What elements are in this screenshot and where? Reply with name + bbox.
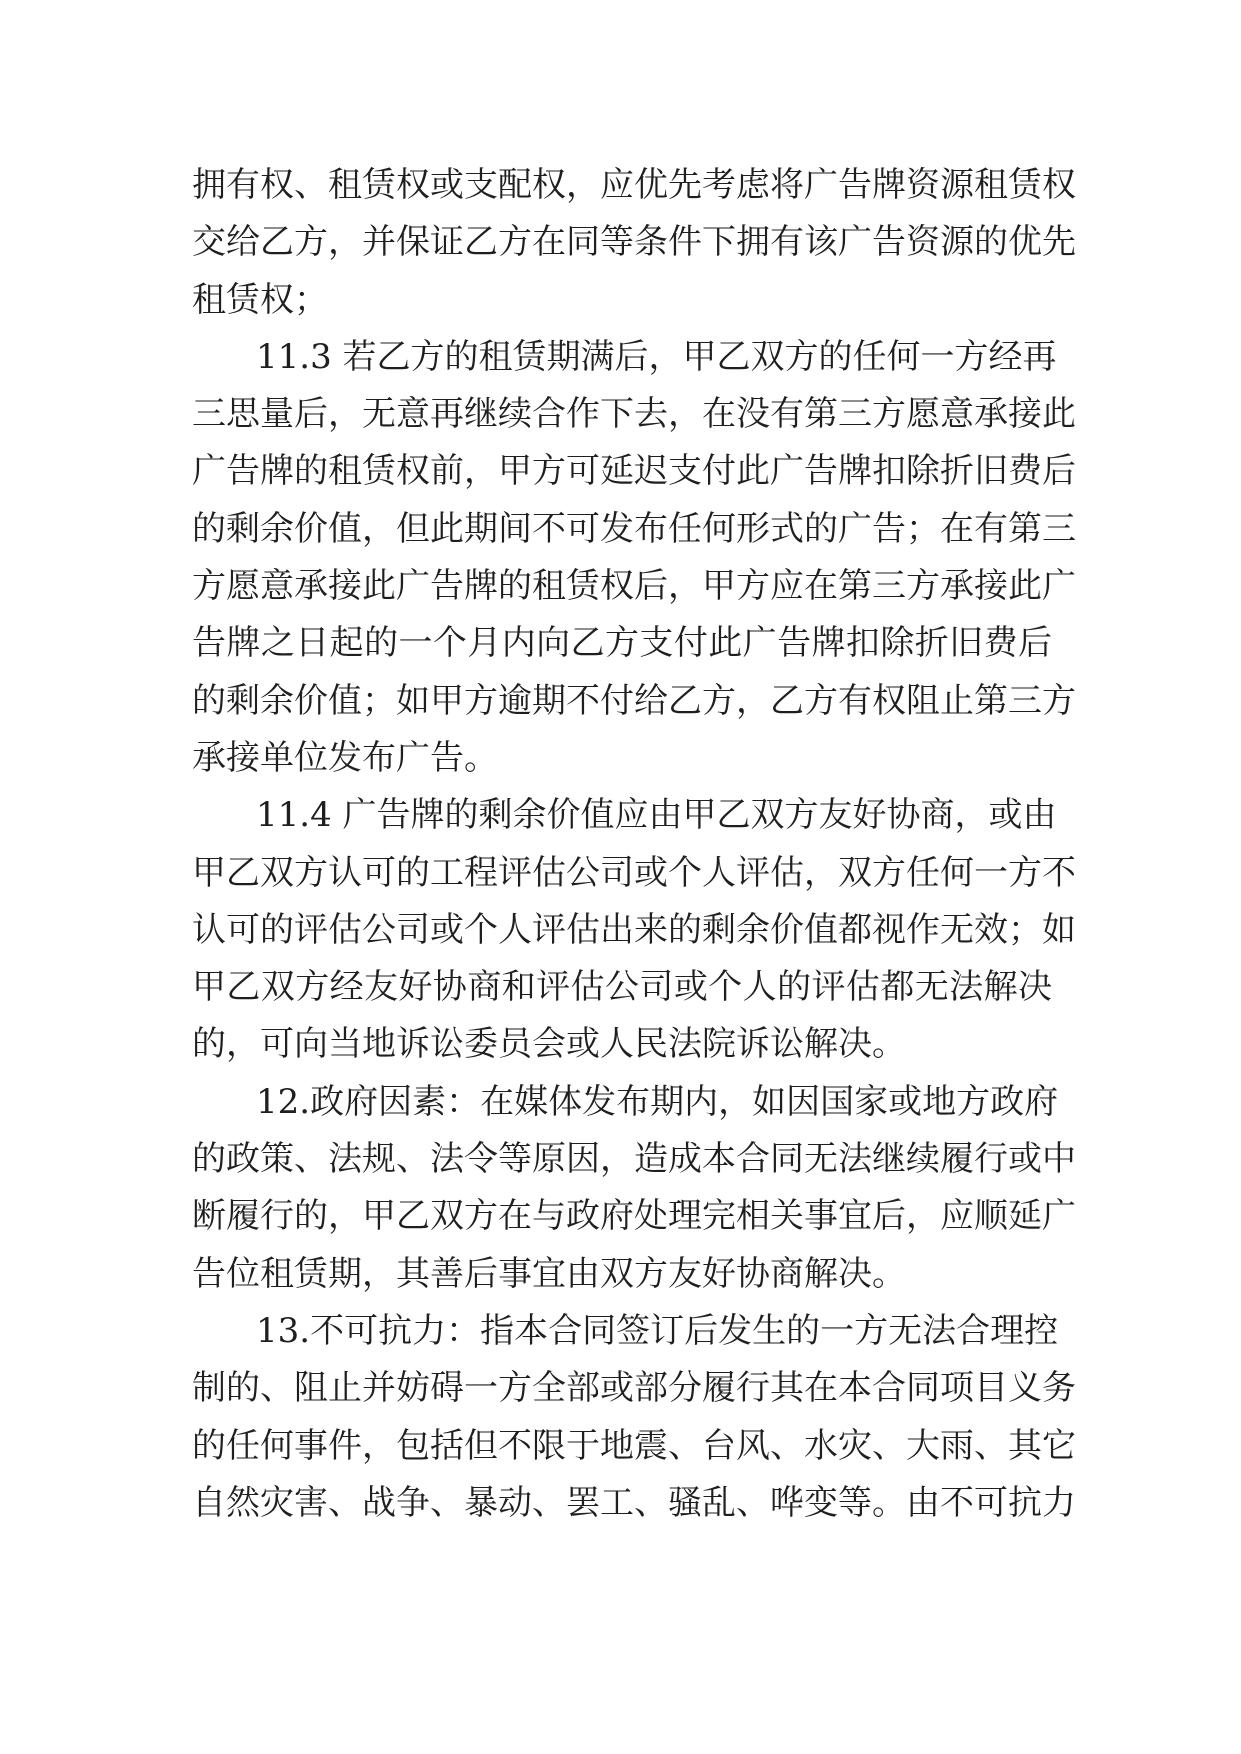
text-line: 拥有权、租赁权或支配权，应优先考虑将广告牌资源租赁权 xyxy=(192,165,1076,205)
text-line: 甲乙双方认可的工程评估公司或个人评估，双方任何一方不 xyxy=(192,852,1076,893)
text-line: 12.政府因素：在媒体发布期内，如因国家或地方政府 xyxy=(256,1081,1059,1122)
text-line: 租赁权； xyxy=(192,279,328,320)
text-line: 交给乙方，并保证乙方在同等条件下拥有该广告资源的优先 xyxy=(192,222,1076,263)
document-body xyxy=(192,157,1076,1532)
text-line: 广告牌的租赁权前，甲方可延迟支付此广告牌扣除折旧费后 xyxy=(192,451,1076,492)
text-line: 制的、阻止并妨碍一方全部或部分履行其在本合同项目义务 xyxy=(192,1368,1076,1409)
text-line: 的任何事件，包括但不限于地震、台风、水灾、大雨、其它 xyxy=(192,1425,1076,1466)
text-line: 自然灾害、战争、暴动、罢工、骚乱、哗变等。由不可抗力 xyxy=(192,1482,1076,1523)
text-line: 认可的评估公司或个人评估出来的剩余价值都视作无效；如 xyxy=(192,909,1076,950)
text-line: 承接单位发布广告。 xyxy=(192,737,498,778)
text-line: 的剩余价值；如甲方逾期不付给乙方，乙方有权阻止第三方 xyxy=(192,680,1076,721)
text-line: 的政策、法规、法令等原因，造成本合同无法继续履行或中 xyxy=(192,1139,1076,1180)
text-line: 11.3 若乙方的租赁期满后，甲乙双方的任何一方经再 xyxy=(256,336,1057,377)
text-line: 告位租赁期，其善后事宜由双方友好协商解决。 xyxy=(192,1253,906,1294)
text-line: 的剩余价值，但此期间不可发布任何形式的广告；在有第三 xyxy=(192,508,1076,549)
text-line: 13.不可抗力：指本合同签订后发生的一方无法合理控 xyxy=(256,1310,1059,1351)
text-line: 甲乙双方经友好协商和评估公司或个人的评估都无法解决 xyxy=(192,967,1052,1008)
text-line: 11.4 广告牌的剩余价值应由甲乙双方友好协商，或由 xyxy=(256,795,1057,836)
text-line: 方愿意承接此广告牌的租赁权后，甲方应在第三方承接此广 xyxy=(192,566,1076,607)
text-line: 断履行的，甲乙双方在与政府处理完相关事宜后，应顺延广 xyxy=(192,1196,1076,1237)
text-line: 的，可向当地诉讼委员会或人民法院诉讼解决。 xyxy=(192,1024,906,1065)
text-line: 告牌之日起的一个月内向乙方支付此广告牌扣除折旧费后 xyxy=(192,623,1052,664)
text-line: 三思量后，无意再继续合作下去，在没有第三方愿意承接此 xyxy=(192,394,1076,435)
